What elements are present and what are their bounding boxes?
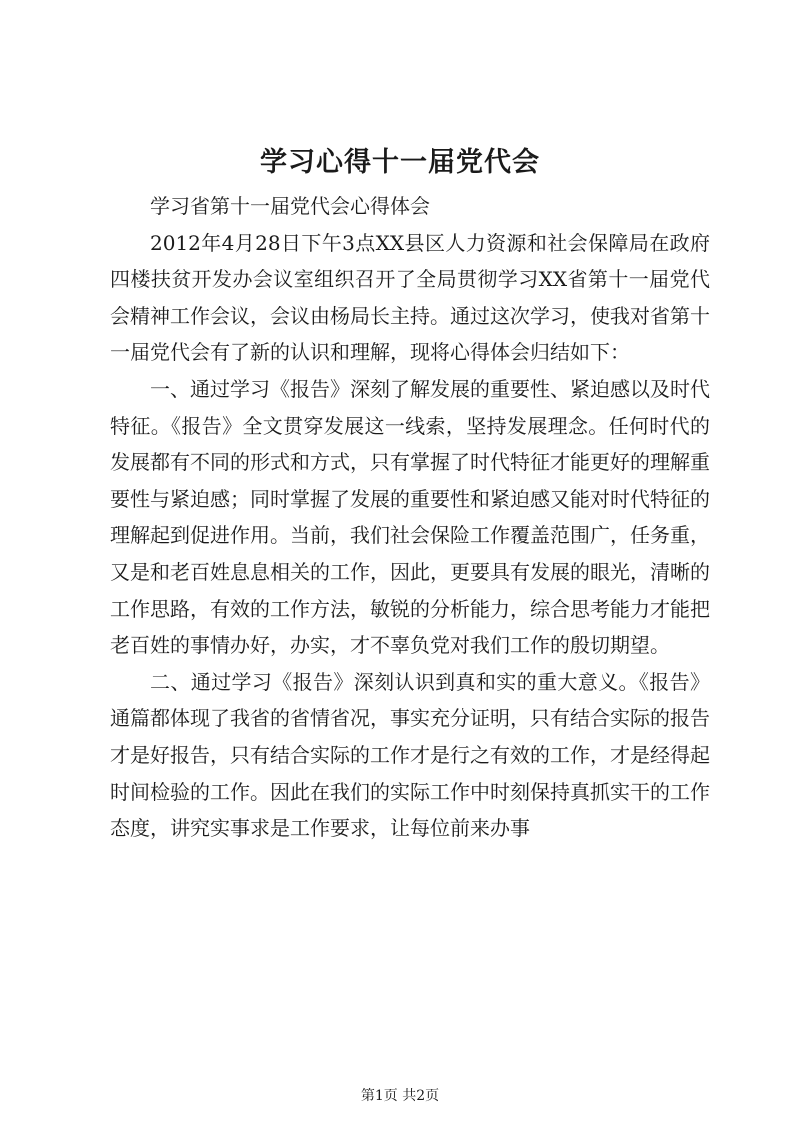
subtitle-paragraph: 学习省第十一届党代会心得体会 <box>150 194 430 218</box>
page-number-footer: 第1页 共2页 <box>360 1088 440 1104</box>
intro-paragraph: 2012年4月28日下午3点XX县区人力资源和社会保障局在政府四楼扶贫开发办会议室组织召开了全局贯彻学习XX省第十一届党代会精神工作会议，会议由杨局长主持。通过这次学习，使我对省第十一届党代会有了新的认识和理解，现将心得体会归结如下： <box>110 230 710 365</box>
document-title: 学习心得十一届党代会 <box>260 147 540 178</box>
document-body <box>110 188 710 847</box>
section-two-paragraph: 二、通过学习《报告》深刻认识到真和实的重大意义。《报告》通篇都体现了我省的省情省况，事实充分证明，只有结合实际的报告才是好报告，只有结合实际的工作才是行之有效的工作，才是经得起时间检验的工作。因此在我们的实际工作中时刻保持真抓实干的工作态度，讲究实事求是工作要求，让每位前来办事 <box>110 669 710 841</box>
section-one-paragraph: 一、通过学习《报告》深刻了解发展的重要性、紧迫感以及时代特征。《报告》全文贯穿发展这一线索，坚持发展理念。任何时代的发展都有不同的形式和方式，只有掌握了时代特征才能更好的理解重要性与紧迫感；同时掌握了发展的重要性和紧迫感又能对时代特征的理解起到促进作用。当前，我们社会保险工作覆盖范围广，任务重，又是和老百姓息息相关的工作，因此，更要具有发展的眼光，清晰的工作思路，有效的工作方法，敏锐的分析能力，综合思考能力才能把老百姓的事情办好，办实，才不辜负党对我们工作的殷切期望。 <box>110 376 710 658</box>
